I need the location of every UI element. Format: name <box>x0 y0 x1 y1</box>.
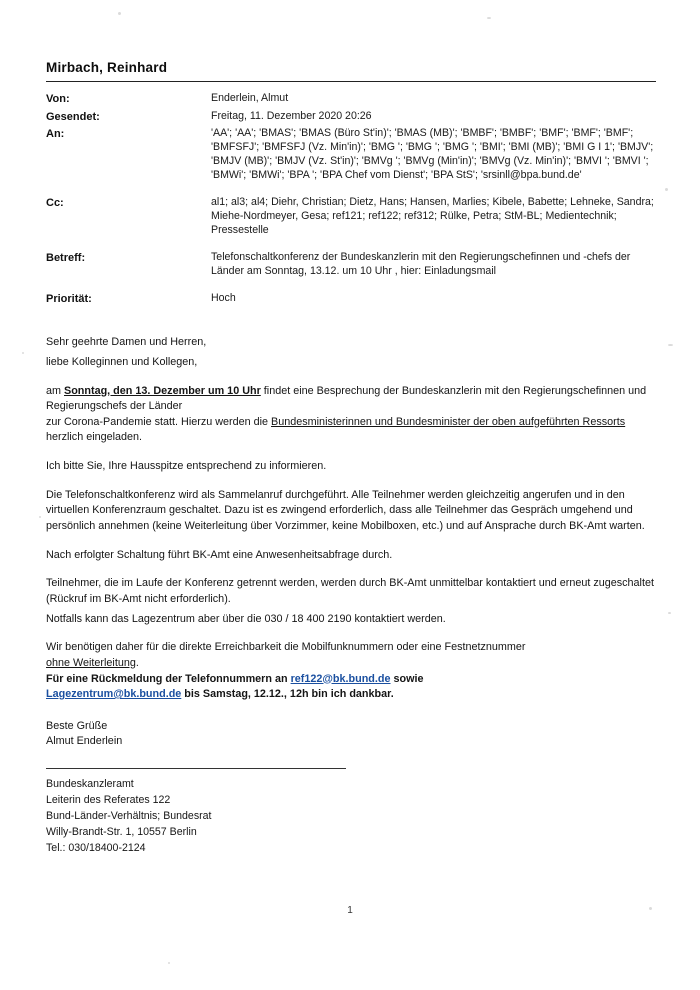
closing-line-2: Almut Enderlein <box>46 735 123 748</box>
paragraph-disconnect-handling: Teilnehmer, die im Laufe der Konferenz getrennt werden, werden durch BK-Amt unmittelbar kontaktiert und erneut zugeschaltet (Rückruf im BK-Amt nicht erforderlich). <box>46 577 654 605</box>
header-value-prioritaet: Hoch <box>211 291 236 304</box>
para7-bold3: bis Samstag, 12.12., 12h bin ich dankbar. <box>181 688 394 701</box>
header-divider <box>46 81 656 82</box>
email-body <box>46 335 656 856</box>
header-label-cc: Cc: <box>46 196 64 209</box>
spacer-cell <box>211 241 656 251</box>
document-header-name: Mirbach, Reinhard <box>46 60 168 75</box>
para7-post1: . <box>135 656 139 669</box>
paragraph-phone-numbers-request <box>46 640 656 703</box>
header-value-gesendet: Freitag, 11. Dezember 2020 20:26 <box>211 109 372 122</box>
paragraph-emergency-number: Notfalls kann das Lagezentrum aber über die 030 / 18 400 2190 kontaktiert werden. <box>46 612 446 625</box>
header-row-gesendet <box>46 110 656 128</box>
header-spacer <box>46 186 656 196</box>
email-link-ref122[interactable]: ref122@bk.bund.de <box>290 672 391 685</box>
footer-line-address: Willy-Brandt-Str. 1, 10557 Berlin <box>46 825 197 838</box>
para7-bold2: sowie <box>390 672 424 685</box>
scan-speck <box>487 17 491 19</box>
scan-speck <box>665 188 668 191</box>
greeting-line-2: liebe Kolleginnen und Kollegen, <box>46 355 198 368</box>
paragraph-conference-instructions: Die Telefonschaltkonferenz wird als Sammelanruf durchgeführt. Alle Teilnehmer werden gleichzeitig angerufen und in den virtuellen Konferenzraum geschaltet. Dazu ist es zwingend erforderlich, dass alle Teilnehmer das Gespräch umgehend und persönlich annehmen (keine Weiterleitung über Vorzimmer, keine Mobilboxen, etc.) und auf Ansprache durch BK-Amt warten. <box>46 488 645 533</box>
email-link-lagezentrum[interactable]: Lagezentrum@bk.bund.de <box>46 688 182 701</box>
signature-footer <box>46 777 656 856</box>
header-label-von: Von: <box>46 93 70 105</box>
paragraph-meeting-announcement <box>46 384 656 447</box>
closing-block <box>46 719 656 750</box>
header-value-betreff: Telefonschaltkonferenz der Bundeskanzlerin mit den Regierungschefinnen und -chefs der Länder am Sonntag, 13.12. um 10 Uhr , hier: Einladungsmail <box>211 250 631 277</box>
header-row-von <box>46 92 656 110</box>
footer-line-phone: Tel.: 030/18400-2124 <box>46 841 146 854</box>
header-value-von: Enderlein, Almut <box>211 92 289 104</box>
footer-line-department: Bund-Länder-Verhältnis; Bundesrat <box>46 809 212 822</box>
para7-line1: Wir benötigen daher für die direkte Erreichbarkeit die Mobilfunknummern oder eine Festnetznummer <box>46 641 526 654</box>
header-spacer <box>46 282 656 292</box>
header-label-an: An: <box>46 128 65 141</box>
header-row-betreff <box>46 251 656 282</box>
header-spacer <box>46 241 656 251</box>
footer-line-role: Leiterin des Referates 122 <box>46 793 171 806</box>
header-label-prioritaet: Priorität: <box>46 292 92 305</box>
scan-speck <box>668 344 673 346</box>
para7-bold1: Für eine Rückmeldung der Telefonnummern an <box>46 672 291 685</box>
para1-mid: findet eine Besprechung der Bundeskanzlerin mit den Regierungschefinnen und Regierungschefs der Länder <box>46 384 647 413</box>
email-header-table <box>46 92 656 309</box>
signature-divider <box>46 768 346 769</box>
header-label-gesendet: Gesendet: <box>46 110 100 123</box>
paragraph-attendance-check: Nach erfolgter Schaltung führt BK-Amt eine Anwesenheitsabfrage durch. <box>46 548 393 561</box>
header-value-cc: al1; al3; al4; Diehr, Christian; Dietz, Hans; Hansen, Marlies; Kibele, Babette; Lehneke, Sandra; Miehe-Nordmeyer, Gesa; ref121; ref122; ref312; Rülke, Petra; StM-BL; Medientechnik; Pressestelle <box>211 195 654 236</box>
paragraph-inform-leadership: Ich bitte Sie, Ihre Hausspitze entsprechend zu informieren. <box>46 460 327 473</box>
header-row-cc <box>46 196 656 241</box>
page-number: 1 <box>347 905 353 916</box>
spacer-cell <box>211 282 656 292</box>
para1-post: herzlich eingeladen. <box>46 431 143 444</box>
para1-line2: zur Corona-Pandemie statt. Hierzu werden die <box>46 415 272 428</box>
header-row-prioritaet <box>46 292 656 310</box>
spacer-cell <box>46 186 211 196</box>
scan-speck <box>168 962 170 964</box>
scan-speck <box>22 352 24 354</box>
para7-no-forwarding-underline: ohne Weiterleitung <box>46 656 136 669</box>
header-label-betreff: Betreff: <box>46 251 86 264</box>
spacer-cell <box>211 186 656 196</box>
greeting-line-1: Sehr geehrte Damen und Herren, <box>46 336 207 349</box>
footer-line-organisation: Bundeskanzleramt <box>46 778 134 791</box>
closing-line-1: Beste Grüße <box>46 719 108 732</box>
scan-speck <box>668 612 671 614</box>
para1-pre: am <box>46 384 64 397</box>
spacer-cell <box>46 282 211 292</box>
document-content <box>46 60 656 857</box>
header-row-an <box>46 127 656 186</box>
spacer-cell <box>46 241 211 251</box>
header-value-an: 'AA'; 'AA'; 'BMAS'; 'BMAS (Büro St'in)'; 'BMAS (MB)'; 'BMBF'; 'BMBF'; 'BMF'; 'BMF'; 'BMF'; 'BMFSFJ'; 'BMFSFJ (Vz. Min'in)'; 'BMG '; 'BMG '; 'BMG '; 'BMI'; 'BMI (MB)'; 'BMI G I 1'; 'BMJV'; 'BMJV (MB)'; 'BMJV (Vz. St'in)'; 'BMVg '; 'BMVg (Min'in)'; 'BMVg (Vz. Min'in)'; 'BMVI '; 'BMVI '; 'BMWi'; 'BMWi'; 'BPA '; 'BPA Chef vom Dienst'; 'BPA StS'; 'srsinll@bpa.bund.de' <box>211 127 654 181</box>
para1-ministries-underline: Bundesministerinnen und Bundesminister der oben aufgeführten Ressorts <box>271 415 626 428</box>
para1-date-underline: Sonntag, den 13. Dezember um 10 Uhr <box>64 384 261 397</box>
scan-speck <box>118 12 121 15</box>
scan-speck <box>39 516 41 518</box>
